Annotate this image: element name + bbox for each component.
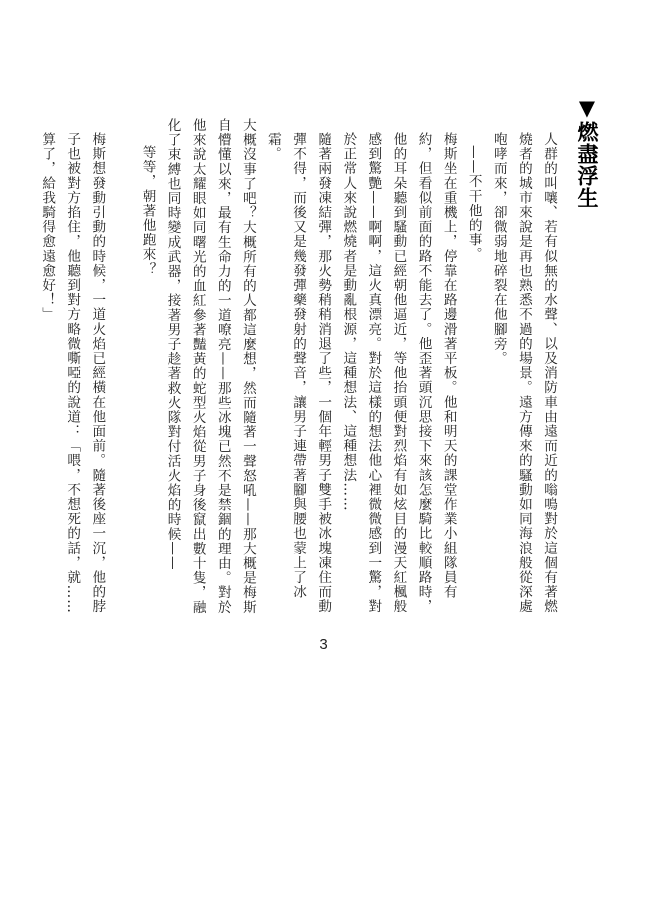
paragraph-5: 大概沒事了吧？大概所有的人都這麼想，然而隨著一聲怒吼——那大概是梅斯自懵懂以來，最有生命力的一道嘹亮——那些冰塊已然不是禁錮的理由。對於他來說太耀眼如同曙光的血紅參著豔黃的蛇型火焰從男子身後竄出數十隻，融化了束縛也同時變成武器，接著男子趁著救火隊對付活火焰的時候——: [164, 118, 256, 615]
chapter-title: ▼燃盡浮生: [575, 96, 599, 209]
body-text: [34, 118, 561, 618]
paragraph-gap: [109, 118, 134, 618]
paragraph-2: ——不干他的事。: [465, 145, 482, 262]
page-number: 3: [319, 636, 328, 653]
paragraph-7: 梅斯想發動引動的時候，一道火焰已經橫在他面前。隨著後座一沉，他的脖子也被對方掐住，他聽到對方略微嘶啞的說道：「喂，不想死的話，就……算了，給我騎得愈遠愈好！」: [39, 131, 106, 614]
paragraph-3: 梅斯坐在重機上，停靠在路邊滑著平板。他和明天的課堂作業小組隊員有約，但看似前面的路不能去了。他歪著頭沉思接下來該怎麼騎比較順路時，他的耳朵聽到騷動已經朝他逼近，等他抬頭便對烈焰有如炫目的漫天紅楓般感到驚艷——啊啊，這火真漂亮。對於這樣的想法他心裡微微感到一驚，對於正常人來說燃燒者是動亂根源，這種想法、這種想法……: [340, 131, 457, 614]
paragraph-1: 人群的叫嚷、若有似無的水聲、以及消防車由遠而近的嗡鳴對於這個有著燃燒者的城市來說是再也熟悉不過的場景。遠方傳來的騷動如同海浪般從深處咆哮而來，卻微弱地碎裂在他腳旁。: [490, 131, 557, 614]
paragraph-4: 隨著兩發凍結彈，那火勢稍稍消退了些，一個年輕男子雙手被冰塊凍住而動彈不得，而後又是幾發彈藥發射的聲音，讓男子連帶著腳與腰也蒙上了冰霜。: [264, 131, 332, 614]
paragraph-6: 等等，朝著他跑來？: [139, 145, 156, 277]
